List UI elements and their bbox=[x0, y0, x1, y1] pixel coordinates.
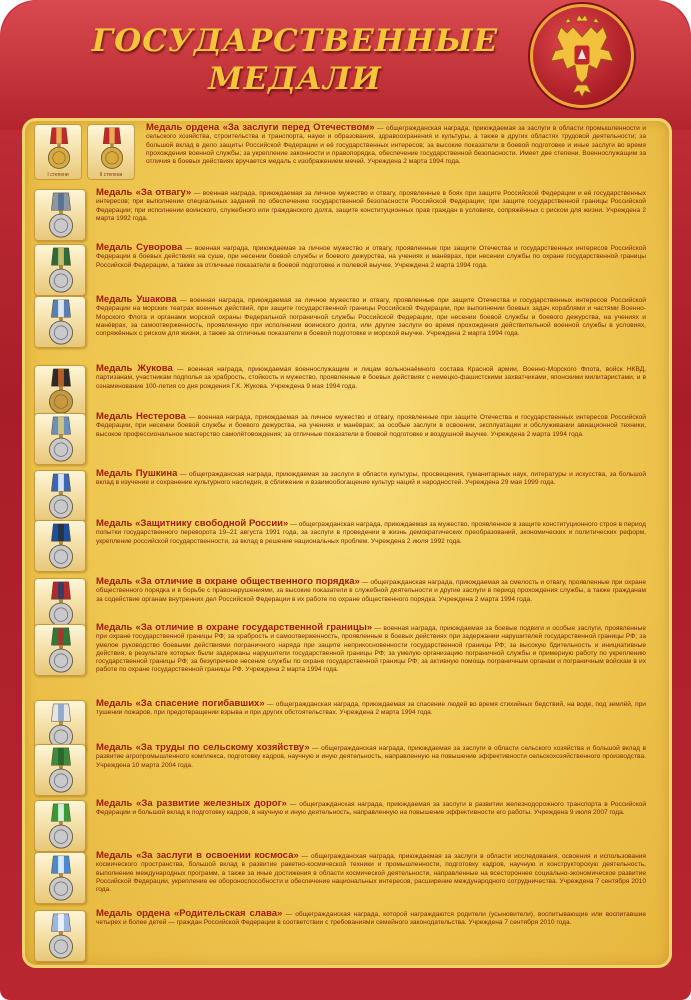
medal-text: — военная награда, приюждаемая за личное мужество и отвагу, проявленные при защите Отечества и государственных интересов Российской Федерации на морских театрах военных действий, при защите государственной границы Российской Федерации, при выполнении боевых задач кораблями и частями Военно-Морского Флота и органами морской охраны Федеральной пограничной службы Российской Федерации, при несении боевой службы и боевого дежурства, на учениях и манёврах, за самоотверженность, проявленную при исполнении воинского долга, или другие заслуги во время прохождения действительной военной службы в условиях, сопряжённых с риском для жизни, а также за отличные показатели в боевой подготовке и морской выучке. Учреждена 2 марта 1994 года. bbox=[96, 297, 646, 338]
medal-text: — общегражданская награда, приюждаемая за заслуги в развитии железнодорожного транспорта в Российской Федерации и большой вклад в подготовку кадров, в научную и иную деятельность, направленную на повышение эффективности его работы. Учреждена 9 июля 2007 года. bbox=[96, 801, 647, 817]
medal-image bbox=[34, 365, 86, 417]
coat-of-arms-emblem bbox=[530, 4, 634, 108]
medal-icon bbox=[41, 522, 81, 572]
medal-image bbox=[87, 124, 135, 180]
medal-image bbox=[34, 624, 86, 676]
medal-description bbox=[96, 244, 646, 270]
medal-name: Медаль Жукова bbox=[96, 363, 173, 374]
medal-text: — военная награда, приюждаемая за личное мужество и отвагу, проявленные при защите Отечества и государственных интересов Российской Федерации в боевых действиях на суше, при несении боевой службы и боевого дежурства, на учениях и манёврах, при несении службы по охране государственной границы Российской Федерации, а также за отличные показатели в боевой подготовке и полевой выучке. Учреждена 2 марта 1994 года. bbox=[96, 245, 646, 269]
medal-degree-caption: II степени bbox=[99, 172, 123, 178]
medal-image bbox=[34, 470, 86, 522]
medal-description bbox=[146, 124, 646, 166]
medal-name: Медаль «За отличие в охране государственной границы» bbox=[96, 622, 373, 633]
medal-text: — военная награда, приюждаемая военнослужащим и лицам вольнонаёмного состава Красной армии, Военно-Морского Флота, войск НКВД, партизанам, участникам подполья за храбрость, стойкость и мужество, проявленные в боевых действиях с немецко-фашистскими захватчиками, японскими милитаристами, и в ознаменование 100-летия со дня рождения Г.К. Жукова. Учреждена 9 мая 1994 года. bbox=[96, 366, 646, 390]
page-title bbox=[60, 22, 530, 98]
medal-name: Медаль ордена «Родительская слава» bbox=[96, 908, 283, 919]
medal-description bbox=[96, 910, 646, 928]
medal-image bbox=[34, 189, 86, 241]
medal-image bbox=[34, 244, 86, 296]
medal-description bbox=[96, 744, 646, 770]
medal-image-pair bbox=[34, 124, 152, 180]
medal-image bbox=[34, 520, 86, 572]
medal-icon bbox=[41, 298, 81, 348]
medal-icon bbox=[41, 626, 81, 676]
medal-image bbox=[34, 413, 86, 465]
medal-name: Медаль «За спасение погибавших» bbox=[96, 698, 265, 709]
medal-name: Медаль «Защитнику свободной России» bbox=[96, 518, 289, 529]
medal-description bbox=[96, 189, 646, 223]
medal-name: Медаль «За труды по сельскому хозяйству» bbox=[96, 742, 310, 753]
medal-text: — общегражданская награда, которой награждаются родители (усыновители), воспитывающие или воспитавшие четырех и более детей — граждан Российской Федерации в соответствии с требованиями семейного законодательства. Учреждена 7 сентября 2010 года. bbox=[96, 911, 646, 927]
medal-name: Медаль Ушакова bbox=[96, 294, 177, 305]
medal-icon bbox=[41, 580, 81, 630]
medal-text: — общегражданская награда, приюждаемая за заслуги в области сельского хозяйства и большой вклад в развитие агропромышленного комплекса, подготовку кадров, научную и иную деятельность, направленную на повышение эффективности сельскохозяйственного производства. Учреждена 10 марта 2004 года. bbox=[96, 745, 646, 769]
medal-icon bbox=[40, 126, 78, 172]
medal-text: — общегражданская награда, приюждаемая за заслуги в области промышленности и сельского хозяйства, строительства и транспорта, науки и образования, здравоохранения и культуры, а также в других областях трудовой деятельности; за большой вклад в дело защиты Российской Федерации и её государственных интересов; за высокие показатели в боевой подготовке и иные заслуги во время прохождения военной службы; за укрепление законности и правопорядка, обеспечение государственной безопасности. Имеет две степени. Военнослужащим за отличия в боевых действиях вручается медаль с изображением мечей. Учреждена 2 марта 1994 года. bbox=[146, 125, 646, 166]
medal-icon bbox=[41, 246, 81, 296]
medal-icon bbox=[41, 912, 81, 962]
medal-name: Медаль Пушкина bbox=[96, 468, 178, 479]
medal-description bbox=[96, 852, 646, 894]
title-line-1: ГОСУДАРСТВЕННЫЕ bbox=[91, 23, 499, 59]
medal-description bbox=[96, 578, 646, 604]
medal-text: — общегражданская награда, приюждаемая за заслуги в области исследования, освоения и использования космического пространства, большой вклад в развитие ракетно-космической техники и промышленности, подготовку кадров, научную и конструкторскую деятельность, выполнение международных программ, а также за иные достижения в области космической деятельности, направленные на всестороннее социально-экономическое развитие Российской Федерации, укрепление ее обороноспособности и обеспечение национальных интересов, расширение международного сотрудничества. Учреждена 7 сентября 2010 года. bbox=[96, 853, 646, 894]
medal-description bbox=[96, 296, 646, 338]
medal-description bbox=[96, 413, 646, 439]
medal-description bbox=[96, 624, 646, 675]
title-line-2: МЕДАЛИ bbox=[208, 61, 382, 97]
medal-icon bbox=[41, 415, 81, 465]
medal-image bbox=[34, 800, 86, 852]
double-headed-eagle-icon bbox=[533, 7, 631, 105]
medal-description bbox=[96, 365, 646, 391]
medal-text: — общегражданская награда, приюждаемая за заслуги в области культуры, просвещения, гуманитарных наук, литературы и искусства, за большой вклад в изучение и сохранение культурного наследия, в сближение и взаимообогащение культур наций и народностей. Учреждена 29 мая 1999 года. bbox=[96, 471, 647, 487]
medal-name: Медаль «За отвагу» bbox=[96, 187, 192, 198]
medal-text: — общегражданская награда, приюждаемая за смелость и отвагу, проявленные при охране общественного порядка и в борьбе с правонарушениями, за высокие показатели в служебной деятельности и другие заслуги в период прохождения службы, а также гражданам за содействие органам внутренних дел Российской Федерации в их работе по охране общественного порядка. Учреждена 2 марта 1994 года. bbox=[96, 579, 646, 603]
medal-icon bbox=[93, 126, 131, 172]
medal-image bbox=[34, 744, 86, 796]
medal-name: Медаль Нестерова bbox=[96, 411, 186, 422]
medal-description bbox=[96, 700, 646, 718]
medal-text: — военная награда, приюждаемая за личное мужество и отвагу, проявленные при защите Отечества и государственных интересов Российской Федерации, при несении боевой службы и боевого дежурства, на учениях и манёврах; за особые заслуги в освоении, эксплуатации и обслуживании авиационной техники, высокое профессиональное мастерство самолётовождения; за отличные показатели в боевой подготовке и воздушной выучке. Учреждена 2 марта 1994 года. bbox=[96, 414, 646, 438]
medal-description bbox=[96, 800, 646, 818]
medal-image bbox=[34, 578, 86, 630]
medal-image bbox=[34, 852, 86, 904]
medal-icon bbox=[41, 854, 81, 904]
medal-icon bbox=[41, 802, 81, 852]
medal-text: — общегражданская награда, приюждаемая за мужество, проявленное в защите конституционного строя в период попытки государственного переворота 19–21 августа 1991 года, за заслуги в проведении в жизнь демократических преобразований, экономических и политических реформ, укрепление российской государственности, за вклад в решение национальных проблем. Учреждена 2 июля 1992 года. bbox=[96, 521, 646, 545]
medal-description bbox=[96, 470, 646, 488]
medal-name: Медаль ордена «За заслуги перед Отечеством» bbox=[146, 122, 375, 133]
medal-description bbox=[96, 520, 646, 546]
medal-icon bbox=[41, 191, 81, 241]
medal-icon bbox=[41, 367, 81, 417]
medal-text: — общегражданская награда, приюждаемая за спасение людей во время стихийных бедствий, на воде, под землёй, при тушении пожаров, при предотвращении взрыва и при других обстоятельствах. Учреждена 2 марта 1994 года. bbox=[96, 701, 646, 717]
medal-text: — военная награда, приюждаемая за боевые подвиги и особые заслуги, проявленные при охране государственной границы РФ; за храбрость и самоотверженность, проявленные в боевых действиях при задержании нарушителей государственной границы РФ; за умелое руководство боевыми действиями пограничного наряда при защите неприкосновенности государственной границы РФ; за высокую бдительность и инициативные действия, в результате которых были задержаны нарушители государственной границы РФ; за умелую организацию пограничной службы и примерную работу по укреплению государственной границы РФ; за безупречное несение службы по охране государственной границы РФ; за активную помощь пограничным органам и пограничным войскам в их работе по охране государственной границы РФ. Учреждена 2 марта 1994 года. bbox=[96, 625, 646, 674]
medal-degree-caption: I степени bbox=[47, 172, 69, 178]
medal-icon bbox=[41, 746, 81, 796]
medal-text: — военная награда, приюждаемая за личное мужество и отвагу, проявленные в боях при защите Российской Федерации и её государственных интересов; при выполнении специальных заданий по обеспечению государственной безопасности Российской Федерации; при защите государственной границы Российской Федерации; при исполнении воинского, служебного или гражданского долга, защите конституционных прав граждан в условиях, сопряжённых с риском для жизни. Учреждена 2 марта 1992 года. bbox=[96, 190, 646, 222]
medal-icon bbox=[41, 472, 81, 522]
medal-image bbox=[34, 910, 86, 962]
medal-name: Медаль «За заслуги в освоении космоса» bbox=[96, 850, 299, 861]
medal-name: Медаль «За развитие железных дорог» bbox=[96, 798, 287, 809]
medal-image bbox=[34, 296, 86, 348]
medal-name: Медаль «За отличие в охране общественного порядка» bbox=[96, 576, 360, 587]
medal-image bbox=[34, 124, 82, 180]
medal-name: Медаль Суворова bbox=[96, 242, 183, 253]
